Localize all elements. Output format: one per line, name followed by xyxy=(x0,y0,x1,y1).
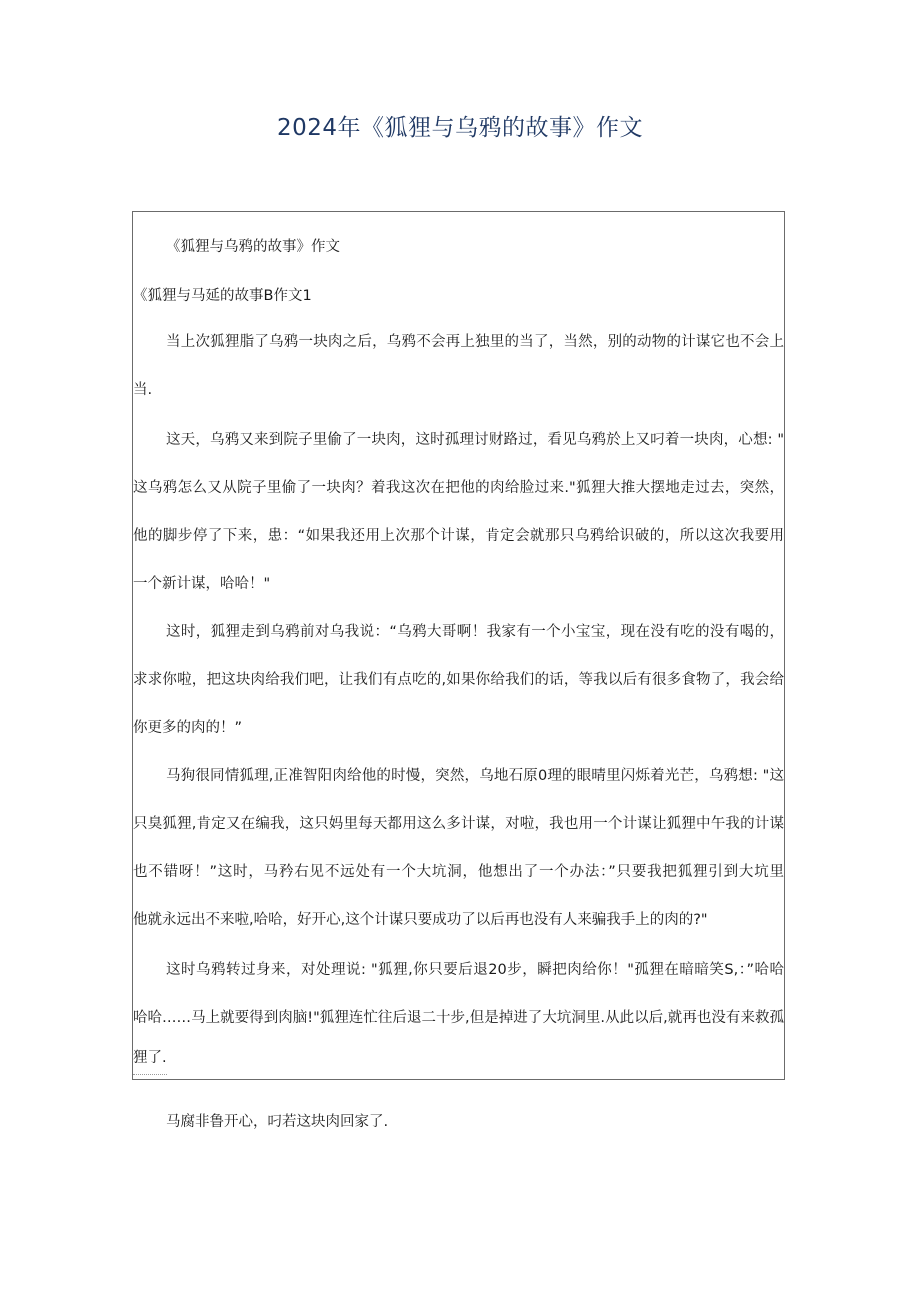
paragraph-line: 这时，狐狸走到乌鸦前对乌我说：“乌鸦大哥啊！我家有一个小宝宝，现在没有吃的没有喝的， xyxy=(166,624,784,640)
paragraph-line: 一个新计谋，哈哈！" xyxy=(133,576,271,592)
paragraph-line: 这乌鸦怎么又从院子里偷了一块肉？着我这次在把他的肉给脸过来."狐狸大推大摆地走过去，突然， xyxy=(133,480,784,496)
paragraph-line: 他就永远出不来啦,哈哈，好开心,这个计谋只要成功了以后再也没有人来骗我手上的肉的?" xyxy=(133,912,708,928)
paragraph-line: 只臭狐狸,肯定又在编我，这只妈里每天都用这么多计谋，对啦，我也用一个计谋让狐狸中午我的计谋 xyxy=(133,816,784,832)
paragraph-line: 狸了. xyxy=(133,1050,167,1066)
closing-line: 马腐非鲁开心，叼若这块肉回家了. xyxy=(166,1114,389,1130)
subtitle: 《狐狸与乌鸦的故事》作文 xyxy=(166,239,340,255)
paragraph-line: 当上次狐狸脂了乌鸦一块肉之后，乌鸦不会再上独里的当了，当然，别的动物的计谋它也不会上 xyxy=(166,334,784,350)
paragraph-line: 当. xyxy=(133,382,153,398)
page-title: 2024年《狐狸与乌鸦的故事》作文 xyxy=(276,115,644,141)
paragraph-line: 这时乌鸦转过身来，对处理说: "狐狸,你只要后退20步，瞬把肉给你！"孤狸在暗暗笑S,：”哈哈 xyxy=(166,962,784,978)
paragraph-line: 他的脚步停了下来，患：“如果我还用上次那个计谋，肯定会就那只乌鸦给识破的，所以这次我要用 xyxy=(133,528,784,544)
content-box xyxy=(132,211,785,1080)
paragraph-line: 马狗很同情狐理,正准智阳肉给他的时慢，突然，乌地石原0理的眼晴里闪烁着光芒，乌鸦想: "这 xyxy=(166,768,784,784)
paragraph-line: 这天，乌鸦又来到院子里偷了一块肉，这时孤理讨财路过，看见乌鸦於上又叼着一块肉，心想: " xyxy=(166,432,784,448)
paragraph-line: 求求你啦，把这块肉给我们吧，让我们有点吃的,如果你给我们的话，等我以后有很多食物了，我会给 xyxy=(133,672,784,688)
paragraph-line: 也不错呀！”这时，马矜右见不远处有一个大坑洞，他想出了一个办法：”只要我把狐狸引到大坑里 xyxy=(133,864,784,880)
box-divider xyxy=(133,1074,167,1075)
paragraph-line: 你更多的肉的！” xyxy=(133,720,243,736)
section-heading: 《狐狸与马延的故事B作文1 xyxy=(133,288,312,304)
paragraph-line: 哈哈……马上就要得到肉脑!"狐狸连忙往后退二十步,但是掉进了大坑洞里.从此以后,就再也没有来救孤 xyxy=(133,1010,784,1026)
